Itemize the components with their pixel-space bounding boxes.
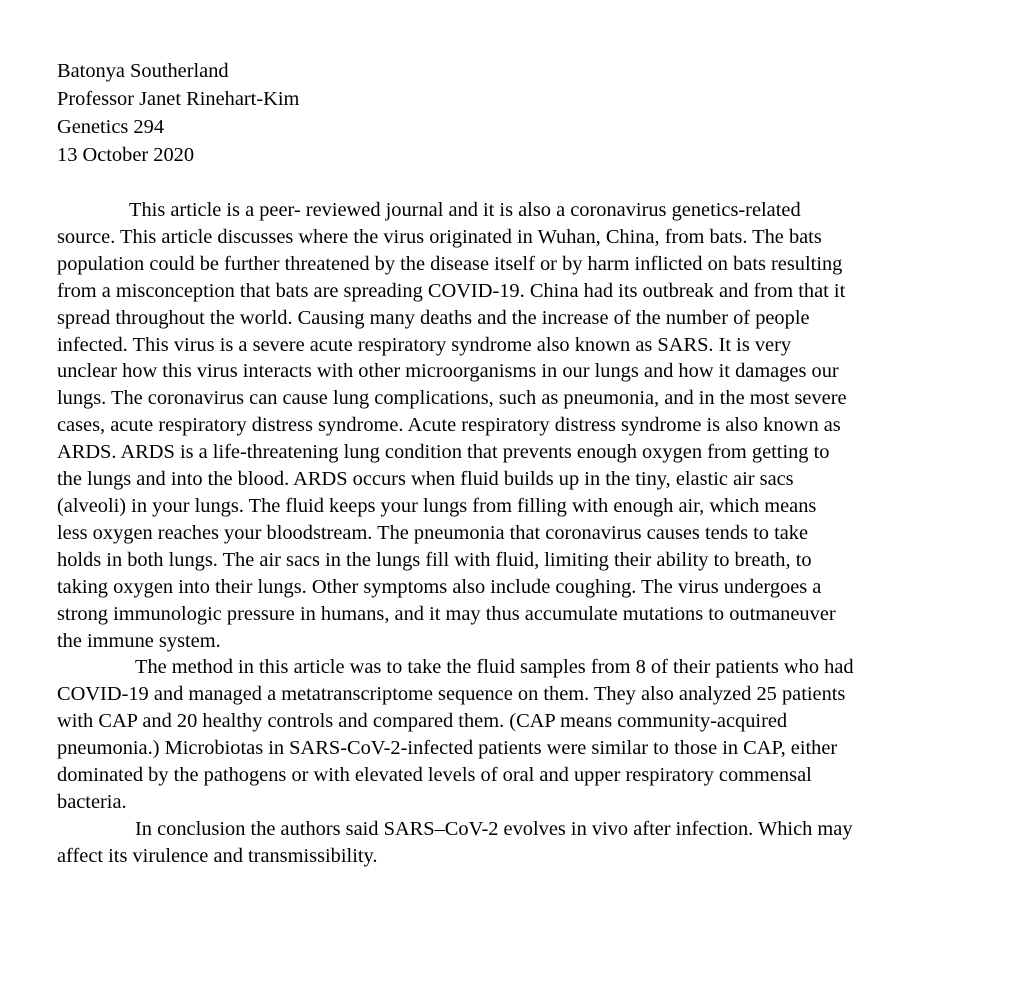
paragraph-line: affect its virulence and transmissibility.: [57, 844, 378, 867]
paragraph-line: from a misconception that bats are spreading COVID-19. China had its outbreak and from that it: [57, 279, 846, 302]
paragraph-line: the immune system.: [57, 629, 221, 652]
paragraph-line: unclear how this virus interacts with other microorganisms in our lungs and how it damages our: [57, 360, 839, 383]
paragraph-line: population could be further threatened by the disease itself or by harm inflicted on bats resulting: [57, 252, 843, 275]
paragraph-line: COVID-19 and managed a metatranscriptome sequence on them. They also analyzed 25 patients: [57, 683, 846, 706]
paragraph-line: less oxygen reaches your bloodstream. The pneumonia that coronavirus causes tends to take: [57, 521, 809, 544]
paragraph-line: infected. This virus is a severe acute respiratory syndrome also known as SARS. It is very: [57, 333, 792, 356]
document-body: [57, 197, 854, 870]
paragraph-line: In conclusion the authors said SARS–CoV-2 evolves in vivo after infection. Which may: [135, 817, 853, 840]
author-name: Batonya Southerland: [57, 60, 229, 82]
document-header: [57, 57, 299, 169]
document-date: 13 October 2020: [57, 144, 195, 166]
paragraph-line: bacteria.: [57, 790, 127, 813]
paragraph-line: lungs. The coronavirus can cause lung complications, such as pneumonia, and in the most severe: [57, 387, 847, 410]
paragraph-summary: [57, 197, 854, 654]
course-name: Genetics 294: [57, 116, 165, 138]
paragraph-conclusion: [57, 816, 854, 870]
paragraph-line: source. This article discusses where the virus originated in Wuhan, China, from bats. The bats: [57, 225, 822, 248]
paragraph-line: holds in both lungs. The air sacs in the lungs fill with fluid, limiting their ability to breath, to: [57, 548, 812, 571]
paragraph-line: dominated by the pathogens or with elevated levels of oral and upper respiratory commensal: [57, 764, 812, 787]
paragraph-line: The method in this article was to take the fluid samples from 8 of their patients who had: [135, 656, 854, 679]
paragraph-line: with CAP and 20 healthy controls and compared them. (CAP means community-acquired: [57, 710, 788, 733]
paragraph-line: (alveoli) in your lungs. The fluid keeps your lungs from filling with enough air, which means: [57, 494, 817, 517]
paragraph-line: cases, acute respiratory distress syndrome. Acute respiratory distress syndrome is also known as: [57, 414, 841, 437]
paragraph-line: spread throughout the world. Causing many deaths and the increase of the number of people: [57, 306, 810, 329]
paragraph-line: strong immunologic pressure in humans, and it may thus accumulate mutations to outmaneuver: [57, 602, 836, 625]
professor-name: Professor Janet Rinehart-Kim: [57, 88, 300, 110]
paragraph-line: the lungs and into the blood. ARDS occurs when fluid builds up in the tiny, elastic air sacs: [57, 468, 794, 491]
paragraph-line: pneumonia.) Microbiotas in SARS-CoV-2-infected patients were similar to those in CAP, either: [57, 737, 838, 760]
paragraph-method: [57, 654, 854, 815]
paragraph-line: This article is a peer- reviewed journal and it is also a coronavirus genetics-related: [129, 199, 801, 221]
paragraph-line: ARDS. ARDS is a life-threatening lung condition that prevents enough oxygen from getting to: [57, 441, 830, 464]
paragraph-line: taking oxygen into their lungs. Other symptoms also include coughing. The virus undergoes a: [57, 575, 822, 598]
